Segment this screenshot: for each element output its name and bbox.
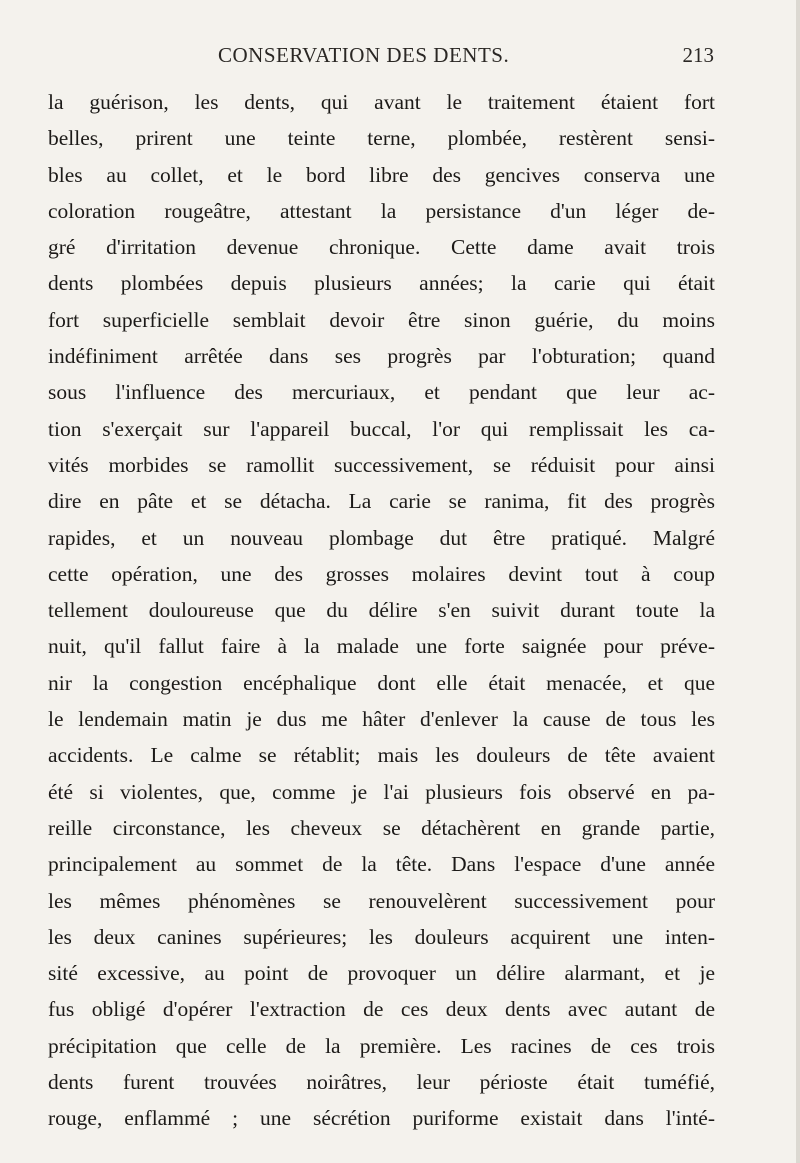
running-head (48, 38, 714, 72)
text-line: principalement au sommet de la tête. Dans l'espace d'une année (48, 852, 715, 877)
text-line: nuit, qu'il fallut faire à la malade une forte saignée pour préve- (48, 634, 715, 659)
text-line: la guérison, les dents, qui avant le traitement étaient fort (48, 90, 715, 114)
text-line: tion s'exerçait sur l'appareil buccal, l'or qui remplissait les ca- (48, 416, 715, 441)
text-line: été si violentes, que, comme je l'ai plusieurs fois observé en pa- (48, 779, 715, 804)
text-line: cette opération, une des grosses molaires devint tout à coup (48, 561, 715, 586)
text-line: le lendemain matin je dus me hâter d'enlever la cause de tous les (48, 707, 715, 732)
text-line: dents plombées depuis plusieurs années; la carie qui était (48, 271, 715, 296)
text-line: accidents. Le calme se rétablit; mais les douleurs de tête avaient (48, 743, 715, 768)
text-line: rapides, et un nouveau plombage dut être pratiqué. Malgré (48, 525, 715, 550)
text-line: belles, prirent une teinte terne, plombée, restèrent sensi- (48, 126, 715, 151)
text-line: nir la congestion encéphalique dont elle était menacée, et que (48, 670, 715, 695)
text-line: reille circonstance, les cheveux se détachèrent en grande partie, (48, 815, 715, 840)
text-line: rouge, enflammé ; une sécrétion puriforme existait dans l'inté- (48, 1106, 715, 1131)
text-line: sous l'influence des mercuriaux, et pendant que leur ac- (48, 380, 715, 405)
text-line: gré d'irritation devenue chronique. Cette dame avait trois (48, 235, 715, 260)
page-edge (796, 0, 800, 1163)
text-line: les deux canines supérieures; les douleurs acquirent une inten- (48, 924, 715, 949)
text-line: coloration rougeâtre, attestant la persistance d'un léger de- (48, 198, 715, 223)
text-line: dents furent trouvées noirâtres, leur périoste était tuméfié, (48, 1070, 715, 1095)
page-number: 213 (682, 43, 714, 67)
text-line: les mêmes phénomènes se renouvelèrent successivement pour (48, 888, 715, 913)
text-line: indéfiniment arrêtée dans ses progrès par l'obturation; quand (48, 344, 715, 369)
text-line: tellement douloureuse que du délire s'en suivit durant toute la (48, 598, 715, 623)
text-line: sité excessive, au point de provoquer un délire alarmant, et je (48, 961, 715, 986)
text-line: précipitation que celle de la première. Les racines de ces trois (48, 1033, 715, 1058)
text-line: fort superficielle semblait devoir être sinon guérie, du moins (48, 307, 715, 332)
running-title: CONSERVATION DES DENTS. (218, 43, 510, 67)
text-line: bles au collet, et le bord libre des gencives conserva une (48, 162, 715, 187)
body-text (48, 84, 715, 1137)
text-line: dire en pâte et se détacha. La carie se ranima, fit des progrès (48, 489, 715, 514)
text-line: fus obligé d'opérer l'extraction de ces deux dents avec autant de (48, 997, 715, 1022)
text-line: vités morbides se ramollit successivement, se réduisit pour ainsi (48, 452, 715, 477)
